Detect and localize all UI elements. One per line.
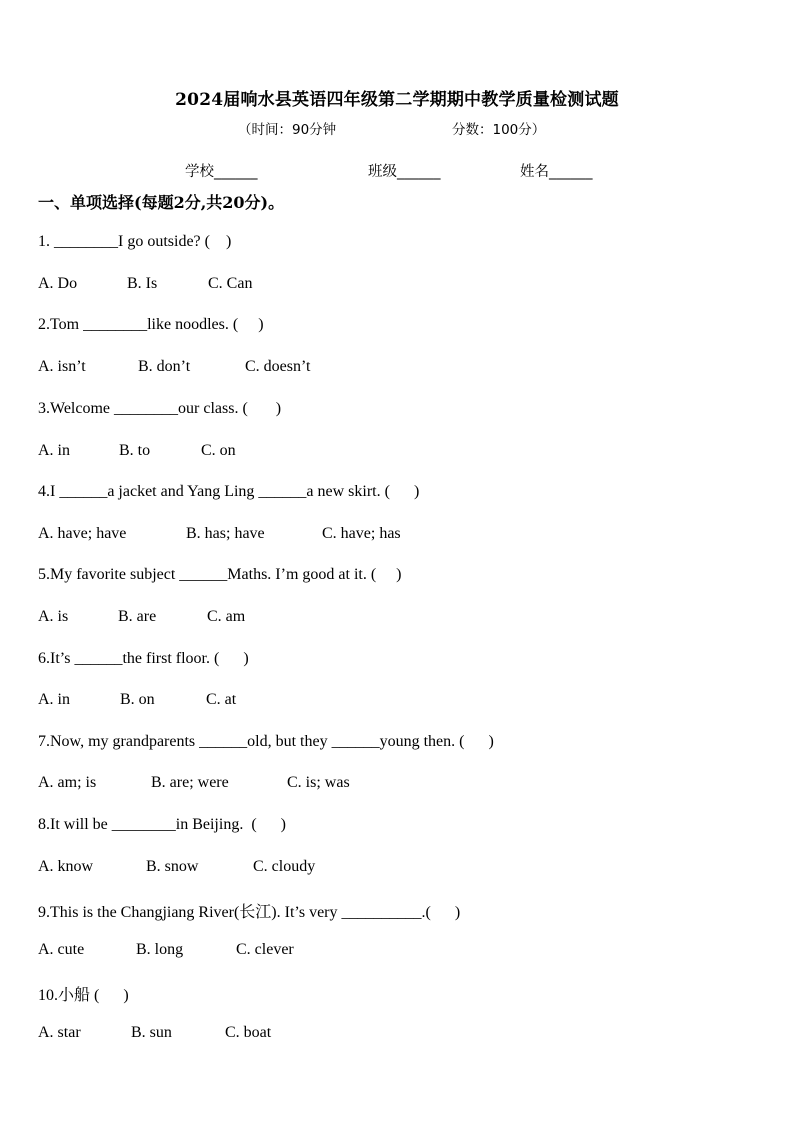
q10-option-b: B. sun <box>131 1024 172 1041</box>
question-3: 3.Welcome ________our class. ( ) <box>38 400 282 417</box>
question-1: 1. ________I go outside? ( ) <box>38 233 232 250</box>
section-heading: 一、单项选择(每题2分,共20分)。 <box>38 193 285 212</box>
total-score: 分数：100分） <box>452 122 546 138</box>
q1-option-b: B. Is <box>127 275 158 292</box>
question-5: 5.My favorite subject ______Maths. I’m good at it. ( ) <box>38 566 402 583</box>
q1-option-a: A. Do <box>38 275 78 292</box>
question-7: 7.Now, my grandparents ______old, but they ______young then. ( ) <box>38 733 494 750</box>
question-10: 10.小船 ( ) <box>38 987 129 1004</box>
q10-option-c: C. boat <box>225 1024 272 1041</box>
q4-option-c: C. have; has <box>322 525 401 542</box>
class-field: 班级______ <box>368 164 441 180</box>
q7-option-b: B. are; were <box>151 774 229 791</box>
q9-option-a: A. cute <box>38 941 85 958</box>
q2-option-a: A. isn’t <box>38 358 86 375</box>
q8-option-b: B. snow <box>146 858 199 875</box>
question-6: 6.It’s ______the first floor. ( ) <box>38 650 249 667</box>
q9-option-c: C. clever <box>236 941 294 958</box>
school-field: 学校______ <box>185 164 258 180</box>
q3-option-c: C. on <box>201 442 236 459</box>
q7-option-c: C. is; was <box>287 774 350 791</box>
q5-option-c: C. am <box>207 608 246 625</box>
question-8: 8.It will be ________in Beijing. ( ) <box>38 816 286 833</box>
q8-option-c: C. cloudy <box>253 858 316 875</box>
name-field: 姓名______ <box>520 164 593 180</box>
q6-option-c: C. at <box>206 691 237 708</box>
time-limit: （时间：90分钟 <box>238 122 337 138</box>
q2-option-b: B. don’t <box>138 358 191 375</box>
q6-option-a: A. in <box>38 691 70 708</box>
q5-option-b: B. are <box>118 608 157 625</box>
q4-option-a: A. have; have <box>38 525 127 542</box>
question-9: 9.This is the Changjiang River(长江). It’s very __________.( ) <box>38 904 461 921</box>
q10-option-a: A. star <box>38 1024 81 1041</box>
exam-title: 2024届响水县英语四年级第二学期期中教学质量检测试题 <box>175 90 619 110</box>
q3-option-b: B. to <box>119 442 151 459</box>
q1-option-c: C. Can <box>208 275 253 292</box>
q6-option-b: B. on <box>120 691 155 708</box>
question-4: 4.I ______a jacket and Yang Ling ______a new skirt. ( ) <box>38 483 420 500</box>
q7-option-a: A. am; is <box>38 774 97 791</box>
q2-option-c: C. doesn’t <box>245 358 311 375</box>
q8-option-a: A. know <box>38 858 94 875</box>
question-2: 2.Tom ________like noodles. ( ) <box>38 316 264 333</box>
q4-option-b: B. has; have <box>186 525 265 542</box>
q3-option-a: A. in <box>38 442 70 459</box>
q5-option-a: A. is <box>38 608 69 625</box>
q9-option-b: B. long <box>136 941 184 958</box>
